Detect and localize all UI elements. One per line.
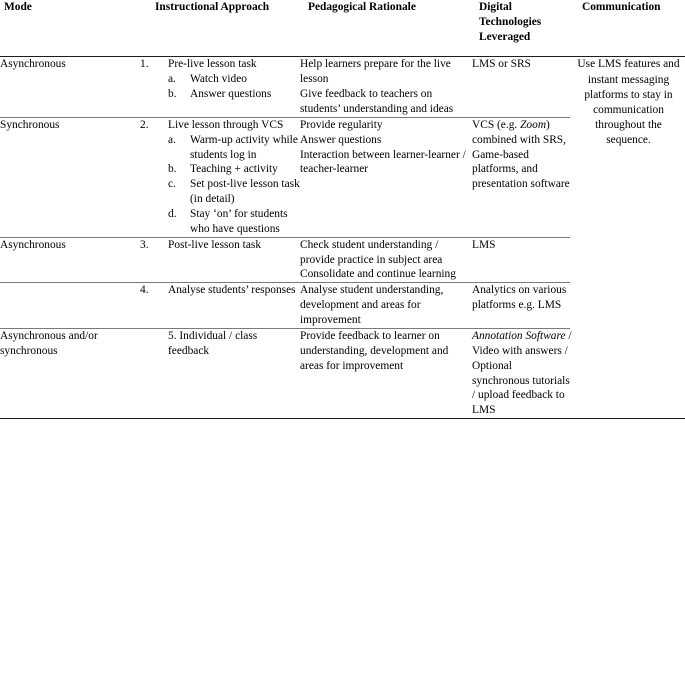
sub-list-text: Answer questions xyxy=(190,88,272,101)
approach-title: Analyse students’ responses xyxy=(168,284,296,297)
rationale-line: Consolidate and continue learning xyxy=(300,268,456,281)
rationale-line: Analyse student understanding, development and areas for improvement xyxy=(300,284,444,327)
cell-instructional-approach xyxy=(132,57,300,116)
sub-list-item xyxy=(168,207,300,237)
cell-mode xyxy=(0,238,132,282)
rationale-line: Provide feedback to learner on understanding, development and areas for improvement xyxy=(300,330,449,372)
approach-title: Live lesson through VCS xyxy=(168,118,284,131)
mode-value: Asynchronous xyxy=(0,238,66,251)
column-header-instructional-approach: Instructional Approach xyxy=(155,1,270,13)
rationale-line: Give feedback to teachers on students’ understanding and ideas xyxy=(300,88,454,115)
tech-text-text xyxy=(472,118,572,192)
sub-list-text: Set post-live lesson task (in detail) xyxy=(190,178,300,206)
sub-list-item xyxy=(168,162,300,177)
cell-mode xyxy=(0,283,132,327)
mode-value: Synchronous xyxy=(0,118,60,131)
cell-digital-technologies xyxy=(472,118,572,237)
cell-digital-technologies xyxy=(472,283,572,327)
tech-text-segment-1: / Video with answers / Optional synchronous tutorials / upload feedback to LMS xyxy=(472,330,572,417)
numbered-list-item xyxy=(132,118,300,237)
rationale-line: Answer questions xyxy=(300,133,382,146)
sub-list-text: Watch video xyxy=(190,73,247,86)
column-header-mode: Mode xyxy=(4,1,32,13)
tech-text-segment-1: Zoom xyxy=(520,118,547,131)
mode-text xyxy=(0,238,132,253)
cell-communication xyxy=(572,57,685,419)
row-separator-row xyxy=(0,418,685,419)
cell-digital-technologies xyxy=(472,57,572,116)
list-number-marker: 4. xyxy=(140,284,149,297)
sub-list xyxy=(168,72,300,102)
rationale-line: Interaction between learner-learner / teacher-learner xyxy=(300,148,466,176)
cell-pedagogical-rationale xyxy=(300,238,472,282)
rationale-text xyxy=(300,118,472,177)
tech-text xyxy=(472,238,572,253)
sub-list-text: Teaching + activity xyxy=(190,163,278,176)
column-header-tech-line-1: Digital xyxy=(479,1,512,13)
list-number-marker: 3. xyxy=(140,238,149,251)
sub-list-item xyxy=(168,72,300,87)
cell-mode xyxy=(0,329,132,418)
sub-list-marker: d. xyxy=(168,207,177,220)
approach-title: 5. Individual / class feedback xyxy=(168,330,258,357)
cell-instructional-approach xyxy=(132,283,300,327)
sub-list-item xyxy=(168,133,300,163)
tech-text-segment-2: ) combined with SRS, Game-based platforms, and presentation software xyxy=(472,118,570,191)
cell-pedagogical-rationale xyxy=(300,283,472,327)
communication-note: Use LMS features and instant messaging platforms to stay in communication throughout the sequence. xyxy=(577,58,680,147)
tech-text xyxy=(472,283,572,313)
tech-text-segment-0: LMS xyxy=(472,238,496,251)
numbered-list xyxy=(132,283,300,298)
table-bottom-rule xyxy=(0,418,685,419)
tech-text xyxy=(472,118,572,192)
mode-value: Asynchronous and/or synchronous xyxy=(0,330,98,357)
list-number-marker: 2. xyxy=(140,118,149,131)
approach-title: Pre-live lesson task xyxy=(168,58,257,71)
column-header-tech-line-2: Technologies xyxy=(479,16,542,29)
numbered-list xyxy=(132,118,300,237)
sub-list-marker: b. xyxy=(168,163,177,176)
cell-digital-technologies xyxy=(472,238,572,282)
rationale-text xyxy=(300,283,472,327)
tech-text-text xyxy=(472,238,572,253)
rationale-line: Help learners prepare for the live lesson xyxy=(300,58,451,86)
row-separator-cell xyxy=(0,418,572,419)
numbered-list-item xyxy=(132,283,300,298)
cell-pedagogical-rationale xyxy=(300,329,472,418)
rationale-text xyxy=(300,329,472,373)
table-row xyxy=(0,57,685,116)
numbered-list-item xyxy=(132,238,300,253)
mode-text xyxy=(0,118,132,133)
list-number-marker: 1. xyxy=(140,58,149,71)
numbered-list xyxy=(132,57,300,101)
cell-pedagogical-rationale xyxy=(300,118,472,237)
numbered-list-item xyxy=(132,329,300,359)
tech-text-segment-0: Analytics on various platforms e.g. LMS xyxy=(472,284,567,312)
sub-list-marker: b. xyxy=(168,88,177,101)
rationale-line: Provide regularity xyxy=(300,118,383,131)
numbered-list xyxy=(132,238,300,253)
column-header-tech-line-3: Leveraged xyxy=(479,31,531,44)
cell-instructional-approach xyxy=(132,238,300,282)
tech-text-text xyxy=(472,57,572,72)
rationale-text xyxy=(300,57,472,116)
cell-pedagogical-rationale xyxy=(300,57,472,116)
sub-list-marker: c. xyxy=(168,178,176,191)
mode-value: Asynchronous xyxy=(0,58,66,71)
tech-text xyxy=(472,57,572,72)
tech-text xyxy=(472,329,572,418)
rationale-line: Check student understanding / provide practice in subject area xyxy=(300,238,443,266)
tech-text-text xyxy=(472,329,572,418)
cell-digital-technologies xyxy=(472,329,572,418)
sub-list-marker: a. xyxy=(168,133,176,146)
sub-list-item xyxy=(168,177,300,207)
numbered-list-item xyxy=(132,57,300,101)
cell-mode xyxy=(0,57,132,116)
sub-list xyxy=(168,133,300,237)
table-body xyxy=(0,57,685,419)
tech-text-segment-0: LMS or SRS xyxy=(472,58,531,71)
tech-text-text xyxy=(472,283,572,313)
table-header-row xyxy=(0,0,685,56)
column-header-digital-technologies-leveraged xyxy=(472,0,572,56)
mode-text xyxy=(0,329,132,359)
sub-list-item xyxy=(168,87,300,102)
sub-list-marker: a. xyxy=(168,73,176,86)
mode-text xyxy=(0,57,132,72)
cell-instructional-approach xyxy=(132,118,300,237)
approach-title: Post-live lesson task xyxy=(168,238,262,251)
table-header xyxy=(0,0,685,57)
column-header-communication: Communication xyxy=(582,1,661,13)
numbered-list xyxy=(132,329,300,359)
column-header-pedagogical-rationale: Pedagogical Rationale xyxy=(308,1,416,13)
cell-instructional-approach xyxy=(132,329,300,418)
tech-text-segment-0: VCS (e.g. xyxy=(472,118,521,131)
cell-mode xyxy=(0,118,132,237)
rationale-text xyxy=(300,238,472,282)
sub-list-text: Warm-up activity while students log in xyxy=(190,133,298,161)
sub-list-text: Stay ‘on’ for students who have questions xyxy=(190,207,288,235)
tech-text-segment-0: Annotation Software xyxy=(472,330,566,343)
